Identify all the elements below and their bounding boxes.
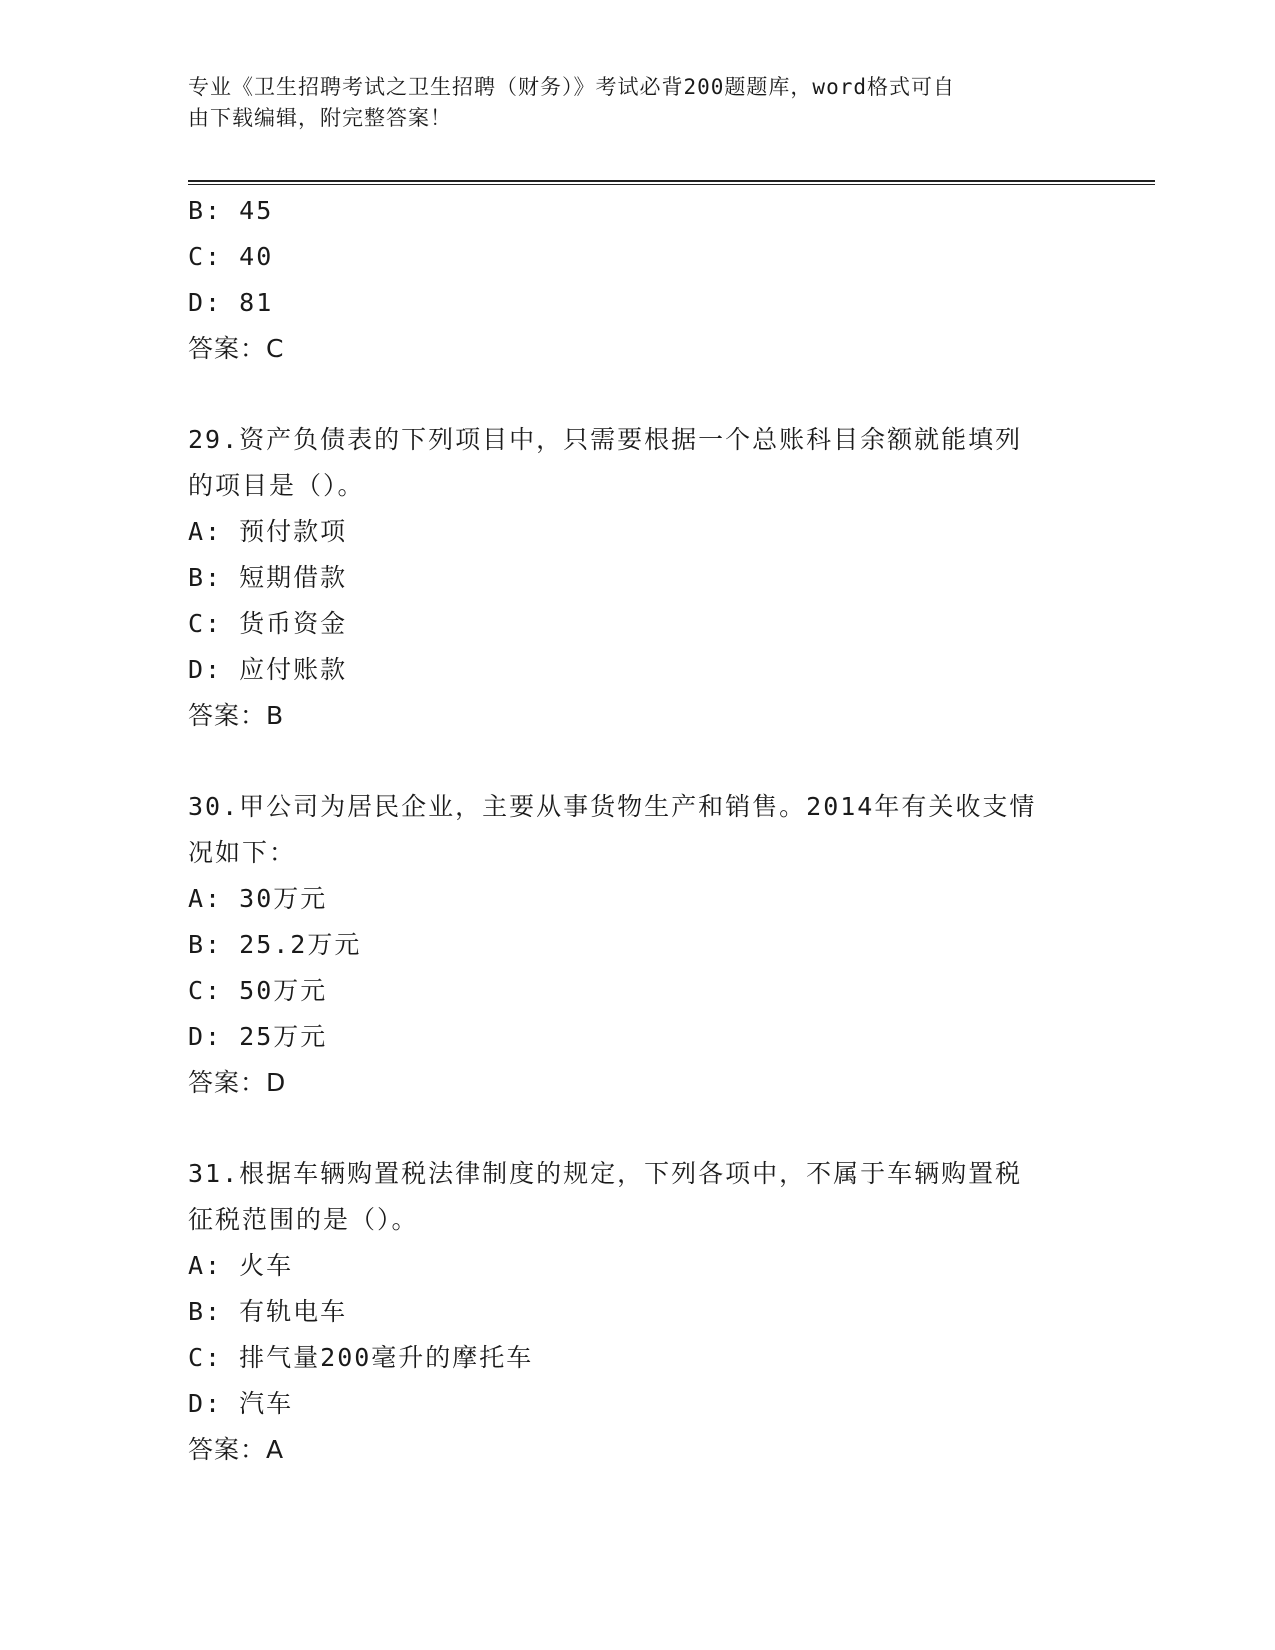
option-c: C: 排气量200毫升的摩托车 bbox=[188, 1343, 534, 1372]
option-c: C: 货币资金 bbox=[188, 609, 348, 638]
question-list bbox=[188, 188, 1088, 1473]
header-line-2: 由下载编辑，附完整答案！ bbox=[188, 106, 452, 130]
question-text-line-2: 征税范围的是（）。 bbox=[188, 1205, 419, 1234]
option-d: D: 81 bbox=[188, 288, 274, 317]
answer-line: 答案：C bbox=[188, 334, 285, 363]
option-d: D: 应付账款 bbox=[188, 655, 348, 684]
option-b: B: 25.2万元 bbox=[188, 930, 362, 959]
question-text-line-1: 31.根据车辆购置税法律制度的规定，下列各项中，不属于车辆购置税 bbox=[188, 1159, 1023, 1188]
option-b: B: 短期借款 bbox=[188, 563, 348, 592]
option-a: A: 火车 bbox=[188, 1251, 294, 1280]
prev-question bbox=[188, 188, 1088, 372]
answer-line: 答案：D bbox=[188, 1068, 287, 1097]
answer-line: 答案：B bbox=[188, 701, 285, 730]
option-a: A: 预付款项 bbox=[188, 517, 348, 546]
option-b: B: 有轨电车 bbox=[188, 1297, 348, 1326]
option-a: A: 30万元 bbox=[188, 884, 328, 913]
option-d: D: 汽车 bbox=[188, 1389, 294, 1418]
question-29 bbox=[188, 417, 1088, 739]
question-31 bbox=[188, 1151, 1088, 1473]
question-text-line-2: 的项目是（）。 bbox=[188, 471, 365, 500]
answer-line: 答案：A bbox=[188, 1435, 285, 1464]
question-text-line-1: 30.甲公司为居民企业，主要从事货物生产和销售。2014年有关收支情 bbox=[188, 792, 1037, 821]
option-c: C: 50万元 bbox=[188, 976, 328, 1005]
header-divider bbox=[188, 180, 1155, 185]
option-b: B: 45 bbox=[188, 196, 274, 225]
question-text-line-2: 况如下： bbox=[188, 838, 297, 867]
question-text-line-1: 29.资产负债表的下列项目中，只需要根据一个总账科目余额就能填列 bbox=[188, 425, 1023, 454]
header-line-1: 专业《卫生招聘考试之卫生招聘（财务）》考试必背200题题库，word格式可自 bbox=[188, 75, 955, 99]
document-header bbox=[188, 72, 1088, 134]
option-c: C: 40 bbox=[188, 242, 274, 271]
option-d: D: 25万元 bbox=[188, 1022, 328, 1051]
question-30 bbox=[188, 784, 1088, 1106]
